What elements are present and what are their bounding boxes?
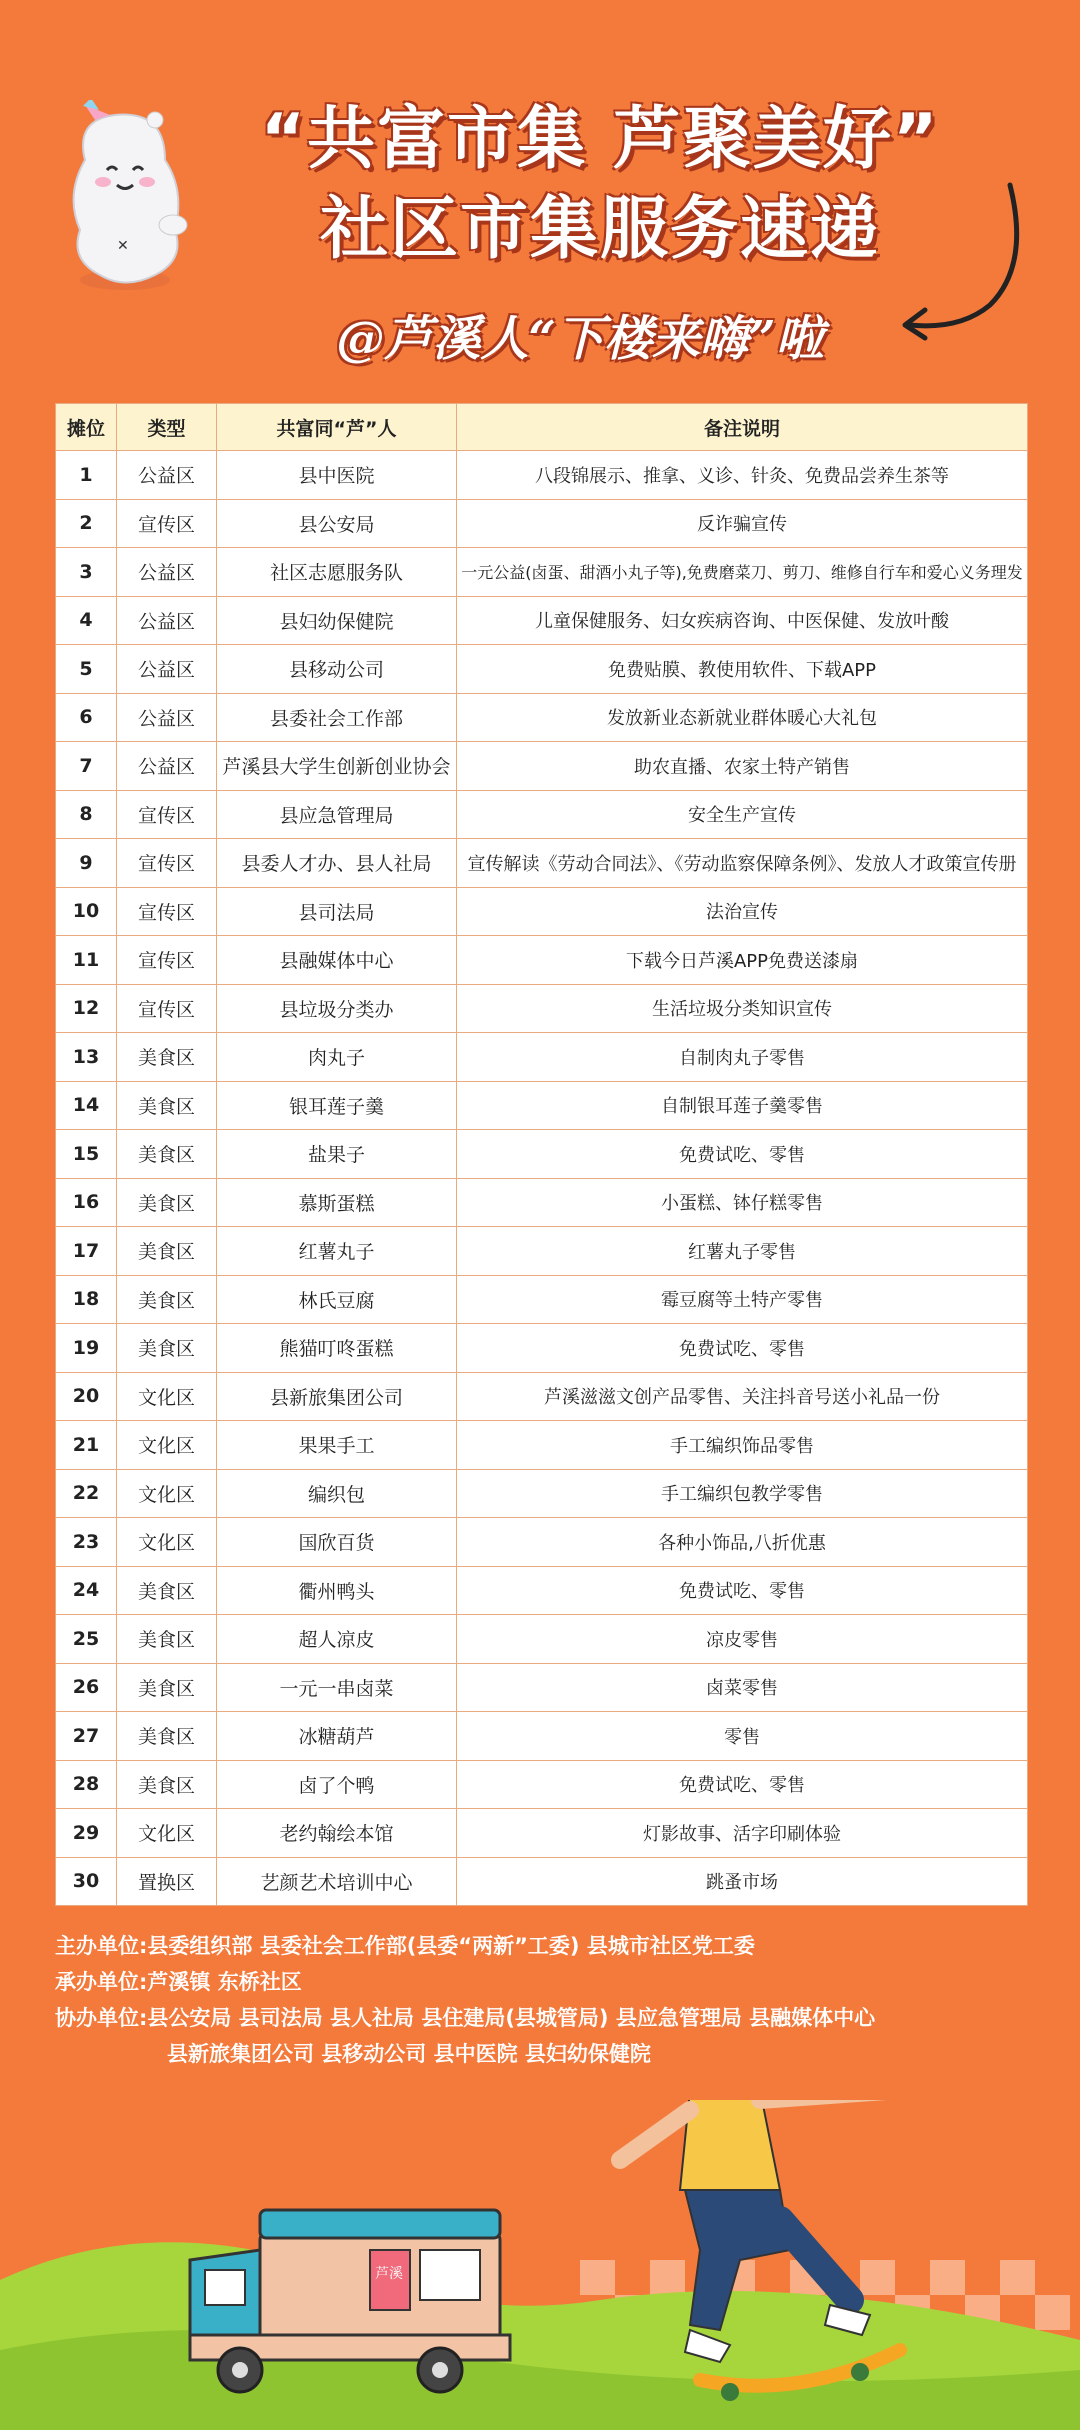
table-row	[56, 1130, 1028, 1179]
cell-stall-number: 14	[56, 1081, 117, 1130]
table-header-row	[56, 404, 1028, 451]
table-row	[56, 548, 1028, 597]
cell-participant: 县应急管理局	[217, 790, 457, 839]
cell-notes: 免费贴膜、教使用软件、下载APP	[457, 645, 1028, 694]
cell-stall-number: 5	[56, 645, 117, 694]
cell-participant: 县移动公司	[217, 645, 457, 694]
table-row	[56, 693, 1028, 742]
cell-type: 美食区	[117, 1712, 217, 1761]
cell-stall-number: 1	[56, 451, 117, 500]
cell-stall-number: 10	[56, 887, 117, 936]
cell-participant: 县中医院	[217, 451, 457, 500]
table-row	[56, 790, 1028, 839]
cell-notes: 自制银耳莲子羹零售	[457, 1081, 1028, 1130]
cell-stall-number: 25	[56, 1615, 117, 1664]
table-row	[56, 1615, 1028, 1664]
cell-notes: 八段锦展示、推拿、义诊、针灸、免费品尝养生茶等	[457, 451, 1028, 500]
svg-text:✕: ✕	[117, 238, 129, 254]
cell-type: 宣传区	[117, 499, 217, 548]
cell-type: 公益区	[117, 451, 217, 500]
table-row	[56, 1809, 1028, 1858]
cell-participant: 银耳莲子羹	[217, 1081, 457, 1130]
cell-notes: 卤菜零售	[457, 1663, 1028, 1712]
cell-participant: 超人凉皮	[217, 1615, 457, 1664]
cell-participant: 盐果子	[217, 1130, 457, 1179]
cell-notes: 免费试吃、零售	[457, 1760, 1028, 1809]
column-header-stall: 摊位	[56, 404, 117, 451]
table-body	[56, 451, 1028, 1906]
table-row	[56, 1324, 1028, 1373]
cell-notes: 小蛋糕、钵仔糕零售	[457, 1178, 1028, 1227]
co-organizer-units-line2: 县新旅集团公司 县移动公司 县中医院 县妇幼保健院	[167, 2042, 651, 2066]
cell-notes: 霉豆腐等土特产零售	[457, 1275, 1028, 1324]
cell-stall-number: 24	[56, 1566, 117, 1615]
table-row	[56, 936, 1028, 985]
cell-participant: 卤了个鸭	[217, 1760, 457, 1809]
stall-table	[55, 403, 1027, 1906]
cell-type: 文化区	[117, 1372, 217, 1421]
cell-stall-number: 8	[56, 790, 117, 839]
table-row	[56, 839, 1028, 888]
cell-notes: 发放新业态新就业群体暖心大礼包	[457, 693, 1028, 742]
cell-type: 公益区	[117, 645, 217, 694]
cell-type: 美食区	[117, 1663, 217, 1712]
cell-stall-number: 6	[56, 693, 117, 742]
column-header-type: 类型	[117, 404, 217, 451]
cell-stall-number: 23	[56, 1518, 117, 1567]
cell-participant: 冰糖葫芦	[217, 1712, 457, 1761]
cell-notes: 免费试吃、零售	[457, 1566, 1028, 1615]
cell-stall-number: 17	[56, 1227, 117, 1276]
cell-participant: 红薯丸子	[217, 1227, 457, 1276]
cell-stall-number: 30	[56, 1857, 117, 1906]
cell-stall-number: 9	[56, 839, 117, 888]
table-row	[56, 499, 1028, 548]
cell-participant: 肉丸子	[217, 1033, 457, 1082]
cell-notes: 手工编织包教学零售	[457, 1469, 1028, 1518]
cell-stall-number: 2	[56, 499, 117, 548]
cell-notes: 安全生产宣传	[457, 790, 1028, 839]
cell-stall-number: 26	[56, 1663, 117, 1712]
cell-stall-number: 29	[56, 1809, 117, 1858]
organizer-units: 承办单位:芦溪镇 东桥社区	[55, 1970, 302, 1994]
column-header-participant: 共富同“芦”人	[217, 404, 457, 451]
cell-participant: 果果手工	[217, 1421, 457, 1470]
cell-type: 公益区	[117, 548, 217, 597]
truck-sign: 芦溪	[375, 2266, 403, 2282]
table-row	[56, 1566, 1028, 1615]
table-row	[56, 1227, 1028, 1276]
cell-notes: 儿童保健服务、妇女疾病咨询、中医保健、发放叶酸	[457, 596, 1028, 645]
cell-participant: 衢州鸭头	[217, 1566, 457, 1615]
cell-notes: 各种小饰品,八折优惠	[457, 1518, 1028, 1567]
cell-stall-number: 11	[56, 936, 117, 985]
table-row	[56, 1712, 1028, 1761]
cell-type: 美食区	[117, 1275, 217, 1324]
cell-participant: 慕斯蛋糕	[217, 1178, 457, 1227]
cell-participant: 县妇幼保健院	[217, 596, 457, 645]
co-organizer-units-line1: 协办单位:县公安局 县司法局 县人社局 县住建局(县城管局) 县应急管理局 县融媒体中心	[55, 2006, 876, 2030]
cell-stall-number: 22	[56, 1469, 117, 1518]
cell-notes: 反诈骗宣传	[457, 499, 1028, 548]
table-row	[56, 1857, 1028, 1906]
cell-type: 美食区	[117, 1566, 217, 1615]
table-row	[56, 984, 1028, 1033]
cell-type: 美食区	[117, 1130, 217, 1179]
cell-stall-number: 28	[56, 1760, 117, 1809]
table-row	[56, 1178, 1028, 1227]
cell-type: 美食区	[117, 1760, 217, 1809]
table-row	[56, 1469, 1028, 1518]
main-title: “共富市集 芦聚美好”	[260, 100, 940, 179]
cell-type: 公益区	[117, 742, 217, 791]
table-row	[56, 1663, 1028, 1712]
column-header-notes: 备注说明	[457, 404, 1028, 451]
cell-notes: 一元公益(卤蛋、甜酒小丸子等),免费磨菜刀、剪刀、维修自行车和爱心义务理发	[457, 548, 1028, 597]
cell-notes: 零售	[457, 1712, 1028, 1761]
table-row	[56, 645, 1028, 694]
cell-participant: 社区志愿服务队	[217, 548, 457, 597]
cell-stall-number: 18	[56, 1275, 117, 1324]
cell-stall-number: 13	[56, 1033, 117, 1082]
cell-type: 美食区	[117, 1033, 217, 1082]
table-row	[56, 1275, 1028, 1324]
cell-stall-number: 19	[56, 1324, 117, 1373]
cell-type: 文化区	[117, 1421, 217, 1470]
cell-participant: 县新旅集团公司	[217, 1372, 457, 1421]
cell-notes: 跳蚤市场	[457, 1857, 1028, 1906]
cell-stall-number: 20	[56, 1372, 117, 1421]
host-units: 主办单位:县委组织部 县委社会工作部(县委“两新”工委) 县城市社区党工委	[55, 1934, 755, 1958]
cell-notes: 凉皮零售	[457, 1615, 1028, 1664]
table-row	[56, 1518, 1028, 1567]
cell-stall-number: 15	[56, 1130, 117, 1179]
table-row	[56, 1081, 1028, 1130]
cell-notes: 手工编织饰品零售	[457, 1421, 1028, 1470]
table-row	[56, 1372, 1028, 1421]
table-row	[56, 887, 1028, 936]
tagline: @芦溪人“下楼来嗨”啦	[336, 311, 824, 367]
cell-participant: 熊猫叮咚蛋糕	[217, 1324, 457, 1373]
cell-participant: 国欣百货	[217, 1518, 457, 1567]
cell-participant: 县委社会工作部	[217, 693, 457, 742]
cell-participant: 县融媒体中心	[217, 936, 457, 985]
cell-notes: 自制肉丸子零售	[457, 1033, 1028, 1082]
cell-notes: 芦溪滋滋文创产品零售、关注抖音号送小礼品一份	[457, 1372, 1028, 1421]
cell-participant: 林氏豆腐	[217, 1275, 457, 1324]
cell-type: 公益区	[117, 596, 217, 645]
table-row	[56, 742, 1028, 791]
cell-notes: 宣传解读《劳动合同法》、《劳动监察保障条例》、发放人才政策宣传册	[457, 839, 1028, 888]
cell-stall-number: 4	[56, 596, 117, 645]
cell-participant: 一元一串卤菜	[217, 1663, 457, 1712]
cell-type: 置换区	[117, 1857, 217, 1906]
cell-stall-number: 7	[56, 742, 117, 791]
table-row	[56, 596, 1028, 645]
cell-type: 美食区	[117, 1615, 217, 1664]
cell-stall-number: 16	[56, 1178, 117, 1227]
cell-notes: 法治宣传	[457, 887, 1028, 936]
cell-participant: 艺颜艺术培训中心	[217, 1857, 457, 1906]
cell-participant: 老约翰绘本馆	[217, 1809, 457, 1858]
cell-participant: 县司法局	[217, 887, 457, 936]
cell-type: 美食区	[117, 1081, 217, 1130]
cell-participant: 县公安局	[217, 499, 457, 548]
cell-type: 宣传区	[117, 790, 217, 839]
cell-type: 公益区	[117, 693, 217, 742]
cell-type: 文化区	[117, 1469, 217, 1518]
table-row	[56, 1421, 1028, 1470]
main-subtitle: 社区市集服务速递	[319, 190, 880, 269]
table-row	[56, 1760, 1028, 1809]
cell-participant: 芦溪县大学生创新创业协会	[217, 742, 457, 791]
cell-notes: 下载今日芦溪APP免费送漆扇	[457, 936, 1028, 985]
cell-stall-number: 12	[56, 984, 117, 1033]
cell-participant: 县垃圾分类办	[217, 984, 457, 1033]
cell-type: 文化区	[117, 1809, 217, 1858]
cell-type: 文化区	[117, 1518, 217, 1567]
cell-type: 美食区	[117, 1324, 217, 1373]
cell-type: 宣传区	[117, 887, 217, 936]
cell-stall-number: 27	[56, 1712, 117, 1761]
cell-type: 美食区	[117, 1178, 217, 1227]
cell-type: 宣传区	[117, 839, 217, 888]
footer-credits	[55, 1928, 1045, 2072]
bottom-scene-illustration	[0, 2100, 1080, 2430]
cell-participant: 编织包	[217, 1469, 457, 1518]
cell-notes: 助农直播、农家土特产销售	[457, 742, 1028, 791]
cell-type: 宣传区	[117, 984, 217, 1033]
cell-stall-number: 21	[56, 1421, 117, 1470]
cell-type: 宣传区	[117, 936, 217, 985]
table-row	[56, 451, 1028, 500]
cell-notes: 免费试吃、零售	[457, 1130, 1028, 1179]
table-row	[56, 1033, 1028, 1082]
cell-notes: 免费试吃、零售	[457, 1324, 1028, 1373]
curved-arrow-icon	[880, 175, 1030, 345]
cell-notes: 灯影故事、活字印刷体验	[457, 1809, 1028, 1858]
cell-participant: 县委人才办、县人社局	[217, 839, 457, 888]
cell-type: 美食区	[117, 1227, 217, 1276]
cell-notes: 红薯丸子零售	[457, 1227, 1028, 1276]
cell-stall-number: 3	[56, 548, 117, 597]
cell-notes: 生活垃圾分类知识宣传	[457, 984, 1028, 1033]
